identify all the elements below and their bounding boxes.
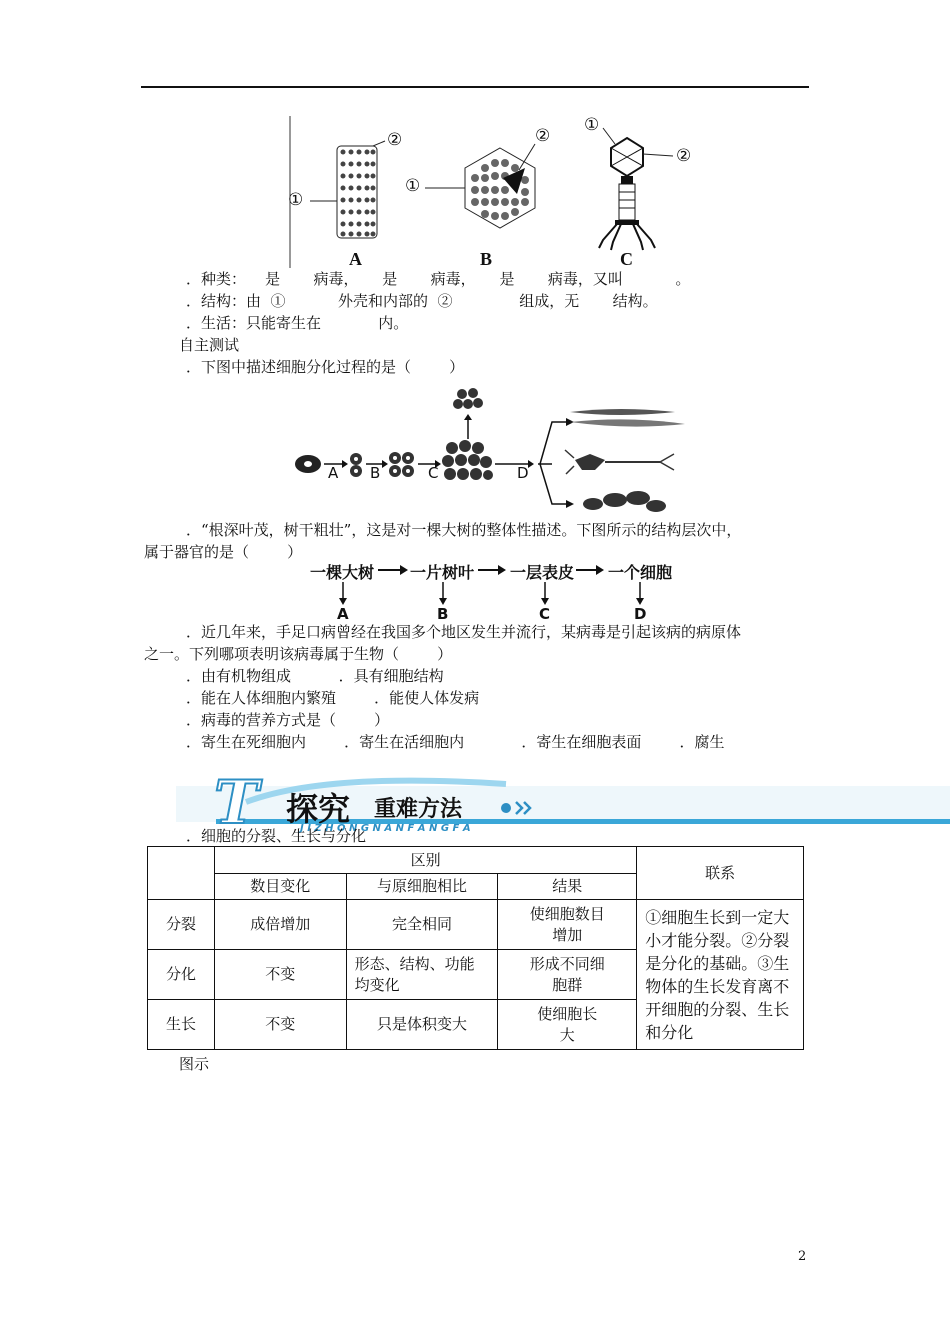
section-title: ．细胞的分裂、生长与分化 xyxy=(186,827,367,845)
table-group-header: 区别 xyxy=(214,847,636,874)
rod-virus-icon xyxy=(310,141,385,238)
banner-pinyin: J I Z H O N G N A N F A N G F A xyxy=(300,823,471,834)
question-3-line-2: 之一。下列哪项表明该病毒属于生物（ ） xyxy=(144,645,453,663)
row-count: 不变 xyxy=(214,950,346,1000)
question-3-options-2: ．能在人体细胞内繁殖 ．能使人体发病 xyxy=(186,689,480,707)
row-compare: 形态、结构、功能均变化 xyxy=(346,950,498,1000)
question-3-options-1: ．由有机物组成 ．具有细胞结构 xyxy=(186,667,444,685)
virus-life-line: ．生活：只能寄生在 内。 xyxy=(186,314,409,332)
banner-arrows-icon xyxy=(500,798,540,818)
virus-figure xyxy=(285,108,705,270)
levels-arrows xyxy=(300,560,690,610)
table-header-compare: 与原细胞相比 xyxy=(346,874,498,900)
self-test-heading: 自主测试 xyxy=(179,336,240,354)
diff-label-a: A xyxy=(328,464,339,482)
banner-title-small: 重难方法 xyxy=(374,797,463,822)
question-4: ．病毒的营养方式是（ ） xyxy=(186,711,390,729)
level-label-c: C xyxy=(539,605,551,623)
table-relation: ①细胞生长到一定大小才能分裂。②分裂是分化的基础。③生物体的生长发育离不开细胞的分裂、生长和分化 xyxy=(637,900,804,1050)
row-name: 生长 xyxy=(148,1000,215,1050)
row-name: 分化 xyxy=(148,950,215,1000)
row-result: 形成不同细胞群 xyxy=(498,950,637,1000)
virus-label-a: A xyxy=(349,249,362,269)
question-2-line-2: 属于器官的是（ ） xyxy=(144,543,303,561)
marker-1-a: ① xyxy=(288,190,304,210)
question-1: ．下图中描述细胞分化过程的是（ ） xyxy=(186,358,465,376)
banner-letter: T xyxy=(214,768,259,838)
row-result: 使细胞数目增加 xyxy=(498,900,637,950)
row-count: 成倍增加 xyxy=(214,900,346,950)
table-relation-header: 联系 xyxy=(637,847,804,900)
virus-label-c: C xyxy=(620,249,633,269)
phage-virus-icon xyxy=(599,128,673,250)
marker-2-a: ② xyxy=(387,130,403,150)
row-compare: 只是体积变大 xyxy=(346,1000,498,1050)
virus-label-b: B xyxy=(480,249,493,269)
diff-label-d: D xyxy=(517,464,529,482)
question-4-options: ．寄生在死细胞内 ．寄生在活细胞内 ．寄生在细胞表面 ．腐生 xyxy=(186,733,725,751)
page-number: 2 xyxy=(798,1249,807,1264)
level-item-4: 一个细胞 xyxy=(608,563,673,582)
marker-2-c: ② xyxy=(676,146,692,166)
diff-label-c: C xyxy=(428,464,439,482)
level-label-b: B xyxy=(437,605,449,623)
table-header-count: 数目变化 xyxy=(214,874,346,900)
sphere-virus-icon xyxy=(425,144,535,228)
table-header-result: 结果 xyxy=(498,874,637,900)
level-item-2: 一片树叶 xyxy=(410,563,475,582)
question-3-line-1: ．近几年来，手足口病曾经在我国多个地区发生并流行，某病毒是引起该病的病原体 xyxy=(186,623,742,641)
banner-title-big: 探究 xyxy=(286,790,351,828)
diagram-caption: 图示 xyxy=(179,1055,210,1073)
marker-1-b: ① xyxy=(405,176,421,196)
table-row xyxy=(148,900,804,950)
row-count: 不变 xyxy=(214,1000,346,1050)
row-result: 使细胞长大 xyxy=(498,1000,637,1050)
level-label-a: A xyxy=(337,605,349,623)
header-rule xyxy=(141,86,809,88)
row-name: 分裂 xyxy=(148,900,215,950)
level-item-3: 一层表皮 xyxy=(510,563,575,582)
row-compare: 完全相同 xyxy=(346,900,498,950)
level-label-d: D xyxy=(634,605,647,623)
differentiation-figure xyxy=(290,382,695,517)
level-item-1: 一棵大树 xyxy=(310,563,375,582)
virus-types-line: ．种类： 是 病毒， 是 病毒， 是 病毒，又叫 。 xyxy=(186,270,691,288)
table-corner xyxy=(148,847,215,900)
marker-2-b: ② xyxy=(535,126,551,146)
question-2-line-1: ．“根深叶茂，树干粗壮”，这是对一棵大树的整体性描述。下图所示的结构层次中， xyxy=(186,521,742,539)
diff-label-b: B xyxy=(370,464,381,482)
virus-structure-line: ．结构：由 ① 外壳和内部的 ② 组成，无 结构。 xyxy=(186,292,658,310)
marker-1-c: ① xyxy=(584,115,600,135)
comparison-table xyxy=(147,846,804,1050)
